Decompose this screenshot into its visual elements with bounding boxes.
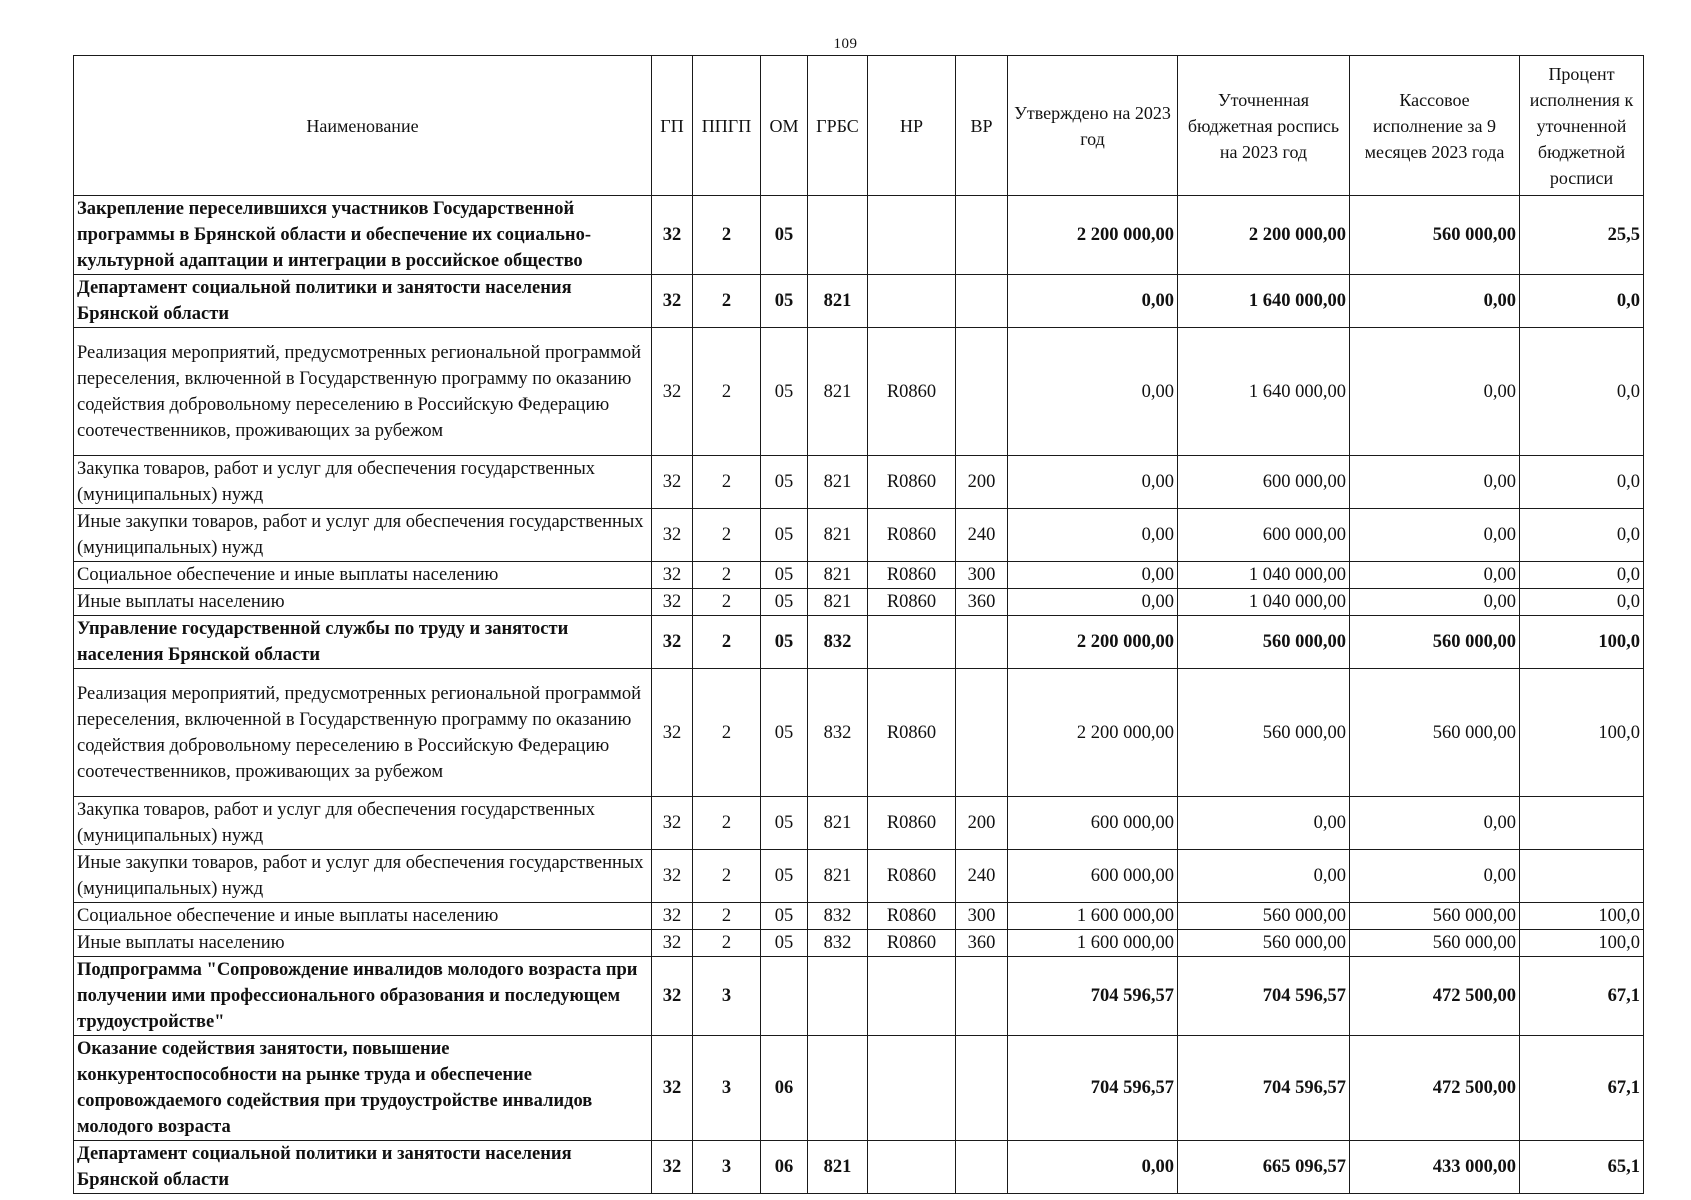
header-om: ОМ bbox=[761, 56, 808, 196]
cell-om: 06 bbox=[761, 1036, 808, 1141]
cell-percent: 100,0 bbox=[1520, 903, 1644, 930]
cell-name: Департамент социальной политики и занятости населения Брянской области bbox=[74, 1141, 652, 1194]
cell-grbs: 821 bbox=[808, 275, 868, 328]
header-cash: Кассовое исполнение за 9 месяцев 2023 года bbox=[1350, 56, 1520, 196]
cell-refined: 560 000,00 bbox=[1178, 669, 1350, 797]
header-name: Наименование bbox=[74, 56, 652, 196]
cell-refined: 560 000,00 bbox=[1178, 903, 1350, 930]
cell-name: Иные закупки товаров, работ и услуг для обеспечения государственных (муниципальных) нужд bbox=[74, 850, 652, 903]
cell-refined: 665 096,57 bbox=[1178, 1141, 1350, 1194]
cell-gp: 32 bbox=[652, 797, 693, 850]
cell-name: Реализация мероприятий, предусмотренных региональной программой переселения, включенной в Государственную программу по оказанию содействия добровольному переселению в Российскую Федерацию соотечественников, проживающих за рубежом bbox=[74, 328, 652, 456]
cell-cash: 560 000,00 bbox=[1350, 196, 1520, 275]
cell-gp: 32 bbox=[652, 509, 693, 562]
page-number: 109 bbox=[833, 36, 858, 52]
cell-nr: R0860 bbox=[868, 562, 956, 589]
table-row bbox=[74, 328, 1644, 456]
cell-name: Закупка товаров, работ и услуг для обеспечения государственных (муниципальных) нужд bbox=[74, 456, 652, 509]
cell-approved: 0,00 bbox=[1008, 589, 1178, 616]
cell-vr: 240 bbox=[956, 509, 1008, 562]
cell-percent: 0,0 bbox=[1520, 589, 1644, 616]
cell-percent: 0,0 bbox=[1520, 328, 1644, 456]
cell-nr: R0860 bbox=[868, 903, 956, 930]
cell-nr bbox=[868, 616, 956, 669]
cell-percent: 100,0 bbox=[1520, 930, 1644, 957]
cell-grbs bbox=[808, 196, 868, 275]
table-row bbox=[74, 196, 1644, 275]
cell-om: 05 bbox=[761, 589, 808, 616]
cell-gp: 32 bbox=[652, 456, 693, 509]
header-grbs: ГРБС bbox=[808, 56, 868, 196]
cell-refined: 1 640 000,00 bbox=[1178, 328, 1350, 456]
cell-name: Иные закупки товаров, работ и услуг для обеспечения государственных (муниципальных) нужд bbox=[74, 509, 652, 562]
cell-grbs: 821 bbox=[808, 456, 868, 509]
cell-ppgp: 2 bbox=[693, 562, 761, 589]
cell-gp: 32 bbox=[652, 275, 693, 328]
table-row bbox=[74, 275, 1644, 328]
cell-grbs: 832 bbox=[808, 616, 868, 669]
cell-vr: 360 bbox=[956, 589, 1008, 616]
cell-cash: 0,00 bbox=[1350, 275, 1520, 328]
cell-refined: 600 000,00 bbox=[1178, 509, 1350, 562]
header-vr: ВР bbox=[956, 56, 1008, 196]
cell-vr bbox=[956, 196, 1008, 275]
cell-nr: R0860 bbox=[868, 509, 956, 562]
cell-refined: 560 000,00 bbox=[1178, 930, 1350, 957]
cell-name: Департамент социальной политики и занятости населения Брянской области bbox=[74, 275, 652, 328]
cell-grbs: 821 bbox=[808, 589, 868, 616]
cell-ppgp: 2 bbox=[693, 616, 761, 669]
cell-om bbox=[761, 957, 808, 1036]
cell-grbs: 832 bbox=[808, 669, 868, 797]
cell-vr bbox=[956, 328, 1008, 456]
cell-percent bbox=[1520, 797, 1644, 850]
cell-nr: R0860 bbox=[868, 850, 956, 903]
cell-om: 05 bbox=[761, 562, 808, 589]
cell-percent bbox=[1520, 850, 1644, 903]
cell-ppgp: 2 bbox=[693, 850, 761, 903]
header-nr: НР bbox=[868, 56, 956, 196]
cell-approved: 1 600 000,00 bbox=[1008, 930, 1178, 957]
cell-ppgp: 3 bbox=[693, 957, 761, 1036]
cell-om: 05 bbox=[761, 196, 808, 275]
cell-nr bbox=[868, 957, 956, 1036]
table-row bbox=[74, 957, 1644, 1036]
cell-om: 05 bbox=[761, 328, 808, 456]
cell-grbs bbox=[808, 1036, 868, 1141]
cell-grbs: 821 bbox=[808, 850, 868, 903]
cell-percent: 0,0 bbox=[1520, 456, 1644, 509]
cell-vr bbox=[956, 669, 1008, 797]
cell-om: 05 bbox=[761, 275, 808, 328]
table-row bbox=[74, 797, 1644, 850]
cell-grbs: 821 bbox=[808, 509, 868, 562]
header-refined: Уточненная бюджетная роспись на 2023 год bbox=[1178, 56, 1350, 196]
cell-om: 05 bbox=[761, 797, 808, 850]
cell-refined: 0,00 bbox=[1178, 850, 1350, 903]
cell-approved: 704 596,57 bbox=[1008, 1036, 1178, 1141]
table-row bbox=[74, 589, 1644, 616]
cell-vr bbox=[956, 1141, 1008, 1194]
cell-ppgp: 2 bbox=[693, 196, 761, 275]
cell-vr bbox=[956, 1036, 1008, 1141]
cell-vr: 240 bbox=[956, 850, 1008, 903]
cell-approved: 0,00 bbox=[1008, 562, 1178, 589]
table-row bbox=[74, 1141, 1644, 1194]
cell-percent: 0,0 bbox=[1520, 562, 1644, 589]
cell-ppgp: 2 bbox=[693, 589, 761, 616]
cell-percent: 25,5 bbox=[1520, 196, 1644, 275]
cell-gp: 32 bbox=[652, 850, 693, 903]
cell-om: 05 bbox=[761, 669, 808, 797]
cell-approved: 2 200 000,00 bbox=[1008, 616, 1178, 669]
cell-nr bbox=[868, 1141, 956, 1194]
cell-om: 05 bbox=[761, 616, 808, 669]
cell-cash: 560 000,00 bbox=[1350, 903, 1520, 930]
cell-om: 05 bbox=[761, 509, 808, 562]
cell-grbs bbox=[808, 957, 868, 1036]
table-row bbox=[74, 562, 1644, 589]
cell-name: Реализация мероприятий, предусмотренных региональной программой переселения, включенной в Государственную программу по оказанию содействия добровольному переселению в Российскую Федерацию соотечественников, проживающих за рубежом bbox=[74, 669, 652, 797]
cell-cash: 0,00 bbox=[1350, 328, 1520, 456]
table-body bbox=[74, 196, 1644, 1194]
cell-nr: R0860 bbox=[868, 797, 956, 850]
cell-approved: 0,00 bbox=[1008, 456, 1178, 509]
cell-vr bbox=[956, 957, 1008, 1036]
cell-nr: R0860 bbox=[868, 930, 956, 957]
table-row bbox=[74, 903, 1644, 930]
cell-grbs: 821 bbox=[808, 1141, 868, 1194]
cell-om: 05 bbox=[761, 930, 808, 957]
cell-vr: 300 bbox=[956, 903, 1008, 930]
cell-name: Закрепление переселившихся участников Государственной программы в Брянской области и обеспечение их социально-культурной адаптации и интеграции в российское общество bbox=[74, 196, 652, 275]
cell-cash: 472 500,00 bbox=[1350, 957, 1520, 1036]
cell-nr: R0860 bbox=[868, 589, 956, 616]
cell-gp: 32 bbox=[652, 616, 693, 669]
cell-cash: 0,00 bbox=[1350, 509, 1520, 562]
cell-refined: 600 000,00 bbox=[1178, 456, 1350, 509]
cell-om: 06 bbox=[761, 1141, 808, 1194]
cell-approved: 2 200 000,00 bbox=[1008, 669, 1178, 797]
cell-om: 05 bbox=[761, 903, 808, 930]
table-row bbox=[74, 509, 1644, 562]
cell-vr: 300 bbox=[956, 562, 1008, 589]
cell-name: Социальное обеспечение и иные выплаты населению bbox=[74, 562, 652, 589]
cell-approved: 0,00 bbox=[1008, 275, 1178, 328]
cell-percent: 100,0 bbox=[1520, 616, 1644, 669]
cell-name: Управление государственной службы по труду и занятости населения Брянской области bbox=[74, 616, 652, 669]
cell-name: Социальное обеспечение и иные выплаты населению bbox=[74, 903, 652, 930]
cell-vr: 200 bbox=[956, 797, 1008, 850]
cell-grbs: 821 bbox=[808, 562, 868, 589]
cell-ppgp: 3 bbox=[693, 1036, 761, 1141]
cell-refined: 1 640 000,00 bbox=[1178, 275, 1350, 328]
table-row bbox=[74, 850, 1644, 903]
table-row bbox=[74, 456, 1644, 509]
cell-cash: 0,00 bbox=[1350, 456, 1520, 509]
header-row bbox=[74, 56, 1644, 196]
cell-grbs: 821 bbox=[808, 328, 868, 456]
cell-refined: 560 000,00 bbox=[1178, 616, 1350, 669]
table-row bbox=[74, 669, 1644, 797]
cell-approved: 0,00 bbox=[1008, 328, 1178, 456]
cell-ppgp: 2 bbox=[693, 456, 761, 509]
cell-approved: 600 000,00 bbox=[1008, 850, 1178, 903]
cell-vr: 360 bbox=[956, 930, 1008, 957]
cell-percent: 100,0 bbox=[1520, 669, 1644, 797]
cell-grbs: 821 bbox=[808, 797, 868, 850]
cell-cash: 0,00 bbox=[1350, 797, 1520, 850]
cell-nr bbox=[868, 1036, 956, 1141]
cell-gp: 32 bbox=[652, 669, 693, 797]
cell-grbs: 832 bbox=[808, 930, 868, 957]
cell-om: 05 bbox=[761, 850, 808, 903]
cell-refined: 1 040 000,00 bbox=[1178, 589, 1350, 616]
cell-gp: 32 bbox=[652, 562, 693, 589]
cell-cash: 560 000,00 bbox=[1350, 616, 1520, 669]
cell-approved: 600 000,00 bbox=[1008, 797, 1178, 850]
table-row bbox=[74, 616, 1644, 669]
cell-ppgp: 2 bbox=[693, 797, 761, 850]
cell-percent: 67,1 bbox=[1520, 957, 1644, 1036]
cell-vr bbox=[956, 616, 1008, 669]
cell-refined: 704 596,57 bbox=[1178, 1036, 1350, 1141]
cell-nr: R0860 bbox=[868, 669, 956, 797]
cell-nr: R0860 bbox=[868, 456, 956, 509]
cell-ppgp: 2 bbox=[693, 275, 761, 328]
cell-cash: 560 000,00 bbox=[1350, 669, 1520, 797]
cell-name: Иные выплаты населению bbox=[74, 589, 652, 616]
table-row bbox=[74, 930, 1644, 957]
cell-cash: 560 000,00 bbox=[1350, 930, 1520, 957]
cell-name: Закупка товаров, работ и услуг для обеспечения государственных (муниципальных) нужд bbox=[74, 797, 652, 850]
cell-nr: R0860 bbox=[868, 328, 956, 456]
cell-nr bbox=[868, 196, 956, 275]
cell-gp: 32 bbox=[652, 903, 693, 930]
cell-ppgp: 2 bbox=[693, 328, 761, 456]
cell-approved: 704 596,57 bbox=[1008, 957, 1178, 1036]
cell-cash: 472 500,00 bbox=[1350, 1036, 1520, 1141]
cell-refined: 1 040 000,00 bbox=[1178, 562, 1350, 589]
table-row bbox=[74, 1036, 1644, 1141]
cell-name: Подпрограмма "Сопровождение инвалидов молодого возраста при получении ими профессионального образования и последующем трудоустройстве" bbox=[74, 957, 652, 1036]
cell-name: Иные выплаты населению bbox=[74, 930, 652, 957]
cell-gp: 32 bbox=[652, 196, 693, 275]
budget-table bbox=[73, 55, 1644, 1194]
cell-grbs: 832 bbox=[808, 903, 868, 930]
cell-approved: 2 200 000,00 bbox=[1008, 196, 1178, 275]
header-approved: Утверждено на 2023 год bbox=[1008, 56, 1178, 196]
cell-ppgp: 2 bbox=[693, 669, 761, 797]
cell-ppgp: 3 bbox=[693, 1141, 761, 1194]
cell-ppgp: 2 bbox=[693, 903, 761, 930]
cell-percent: 65,1 bbox=[1520, 1141, 1644, 1194]
cell-gp: 32 bbox=[652, 1036, 693, 1141]
cell-ppgp: 2 bbox=[693, 509, 761, 562]
header-percent: Процент исполнения к уточненной бюджетной росписи bbox=[1520, 56, 1644, 196]
cell-ppgp: 2 bbox=[693, 930, 761, 957]
cell-percent: 0,0 bbox=[1520, 509, 1644, 562]
cell-cash: 0,00 bbox=[1350, 589, 1520, 616]
cell-percent: 67,1 bbox=[1520, 1036, 1644, 1141]
cell-om: 05 bbox=[761, 456, 808, 509]
cell-gp: 32 bbox=[652, 328, 693, 456]
cell-gp: 32 bbox=[652, 957, 693, 1036]
cell-nr bbox=[868, 275, 956, 328]
cell-gp: 32 bbox=[652, 589, 693, 616]
cell-refined: 0,00 bbox=[1178, 797, 1350, 850]
cell-approved: 0,00 bbox=[1008, 509, 1178, 562]
header-ppgp: ППГП bbox=[693, 56, 761, 196]
cell-refined: 704 596,57 bbox=[1178, 957, 1350, 1036]
cell-gp: 32 bbox=[652, 930, 693, 957]
cell-percent: 0,0 bbox=[1520, 275, 1644, 328]
cell-cash: 0,00 bbox=[1350, 850, 1520, 903]
cell-gp: 32 bbox=[652, 1141, 693, 1194]
header-gp: ГП bbox=[652, 56, 693, 196]
cell-approved: 0,00 bbox=[1008, 1141, 1178, 1194]
cell-cash: 433 000,00 bbox=[1350, 1141, 1520, 1194]
cell-cash: 0,00 bbox=[1350, 562, 1520, 589]
cell-approved: 1 600 000,00 bbox=[1008, 903, 1178, 930]
cell-vr bbox=[956, 275, 1008, 328]
cell-vr: 200 bbox=[956, 456, 1008, 509]
cell-refined: 2 200 000,00 bbox=[1178, 196, 1350, 275]
cell-name: Оказание содействия занятости, повышение конкурентоспособности на рынке труда и обеспечение сопровождаемого содействия при трудоустройстве инвалидов молодого возраста bbox=[74, 1036, 652, 1141]
